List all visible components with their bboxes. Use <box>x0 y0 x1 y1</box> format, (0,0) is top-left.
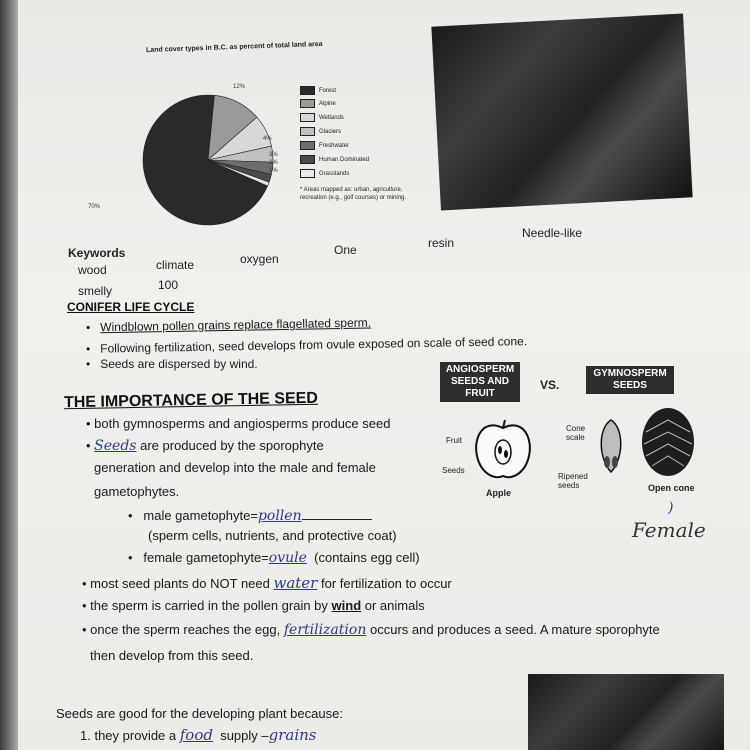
pie-percent-label: 12% <box>233 84 246 90</box>
legend-forest <box>300 86 336 95</box>
fill-ovule: ovule <box>268 550 307 566</box>
conifer-bullet-text: Following fertilization, seed develops from ovule exposed on scale of seed cone. <box>100 334 528 356</box>
vs-label: VS. <box>540 378 560 392</box>
legend-alpine <box>300 99 336 108</box>
legend-human <box>300 155 369 164</box>
cone-scale-label: Cone scale <box>566 424 586 442</box>
female-note: (contains egg cell) <box>314 550 420 565</box>
female-label: female gametophyte= <box>143 550 269 565</box>
bottom-intro: Seeds are good for the developing plant because: <box>56 706 343 721</box>
male-note: (sperm cells, nutrients, and protective coat) <box>148 528 397 543</box>
legend-label: Human Dominated <box>319 156 370 163</box>
pie-chart <box>58 70 288 250</box>
male-label: male gametophyte= <box>143 508 258 523</box>
legend-freshwater <box>300 141 349 150</box>
ripened-seeds-label: Ripened seeds <box>558 472 588 490</box>
apple-icon <box>473 418 533 484</box>
seed-bullet: • the sperm is carried in the pollen grain by wind or animals <box>82 598 425 613</box>
chart-title: Land cover types in B.C. as percent of total land area <box>145 40 323 55</box>
seed-bullet: • both gymnosperms and angiosperms produce seed <box>86 416 391 431</box>
legend-label: Alpine <box>319 100 336 107</box>
open-cone-label: Open cone <box>648 483 695 493</box>
fill-seeds: Seeds <box>94 438 137 454</box>
seed-bullet-line: gametophytes. <box>94 484 180 499</box>
keyword: One <box>334 243 357 257</box>
conifer-bullet: • Following fertilization, seed develops from ovule exposed on scale of seed cone. <box>85 334 528 356</box>
chart-footnote: * Areas mapped as: urban, agriculture, recreation (e.g., golf courses) or mining. <box>300 187 407 201</box>
legend-label: Grasslands <box>319 170 350 177</box>
worksheet-page <box>18 0 750 750</box>
gymnosperm-label: GYMNOSPERM SEEDS <box>586 366 674 394</box>
fill-water: water <box>273 574 318 592</box>
conifer-photo <box>431 14 692 211</box>
conifer-bullet: • Seeds are dispersed by wind. <box>86 357 258 371</box>
seed-bullet-text: once the sperm reaches the egg, <box>90 622 281 637</box>
legend-label: Freshwater <box>319 142 350 149</box>
conifer-bullet-text: Seeds are dispersed by wind. <box>100 357 258 371</box>
seed-bullet: • Seeds are produced by the sporophyte <box>86 438 324 454</box>
keyword: smelly <box>78 284 113 298</box>
seed-bullet-text: most seed plants do NOT need <box>90 576 270 591</box>
angiosperm-label: ANGIOSPERM SEEDS AND FRUIT <box>440 362 520 402</box>
keyword: climate <box>156 258 195 272</box>
bottom-item <box>80 726 317 744</box>
conifer-title: CONIFER LIFE CYCLE <box>67 300 195 314</box>
cone-scale-icon <box>596 418 626 474</box>
handwritten-paren: ) <box>668 500 674 516</box>
seed-bullet-text: are produced by the sporophyte <box>140 438 324 453</box>
legend-glaciers <box>300 127 341 136</box>
keyword: wood <box>78 263 107 277</box>
keyword: Needle-like <box>522 226 583 240</box>
bottom-item-text: supply – <box>220 728 269 743</box>
fill-grains: grains <box>268 726 317 744</box>
fill-fertilization: fertilization <box>283 622 367 638</box>
seeds-label: Seeds <box>442 466 465 475</box>
conifer-bullet-text: Windblown pollen grains replace flagellated sperm. <box>100 315 372 335</box>
bottom-photo <box>528 674 724 750</box>
pie-percent-label: 3% <box>269 152 278 158</box>
conifer-bullet: • Windblown pollen grains replace flagellated sperm. <box>85 315 372 335</box>
pie-percent-label: 4% <box>263 136 272 142</box>
apple-label: Apple <box>486 488 512 498</box>
seed-heading: THE IMPORTANCE OF THE SEED <box>63 389 319 412</box>
pie-percent-label: 70% <box>88 204 101 210</box>
legend-grasslands <box>300 169 349 178</box>
keyword: oxygen <box>240 252 279 266</box>
pie-percent-label: 1% <box>269 168 278 174</box>
seed-bullet-text: both gymnosperms and angiosperms produce seed <box>94 416 391 431</box>
bottom-item-text: 1. they provide a <box>80 728 177 743</box>
keywords-title: Keywords <box>68 246 126 260</box>
female-gametophyte: • female gametophyte=ovule (contains egg cell) <box>128 550 420 566</box>
male-gametophyte: • male gametophyte=pollen <box>128 508 372 524</box>
seed-bullet-text: or animals <box>364 598 425 613</box>
seed-bullet: • once the sperm reaches the egg, fertilization occurs and produces a seed. A mature sporophyte <box>82 622 660 638</box>
fill-food: food <box>179 726 213 744</box>
pie-percent-label: 2% <box>269 160 278 166</box>
handwritten-female: Female <box>632 518 706 542</box>
seed-bullet-text: occurs and produces a seed. A mature sporophyte <box>369 622 660 637</box>
legend-wetlands <box>300 113 344 122</box>
seed-bullet-line: then develop from this seed. <box>90 648 254 663</box>
legend-label: Forest <box>319 87 337 94</box>
legend-label: Glaciers <box>319 128 342 135</box>
fill-pollen: pollen <box>257 508 302 524</box>
legend-label: Wetlands <box>319 114 344 121</box>
seed-bullet-text: the sperm is carried in the pollen grain by <box>90 598 328 613</box>
fruit-label: Fruit <box>446 436 462 445</box>
seed-bullet-line: generation and develop into the male and female <box>94 460 376 475</box>
fill-line <box>302 519 372 520</box>
keyword: resin <box>428 236 455 250</box>
keyword: 100 <box>158 278 179 292</box>
seed-bullet-text: for fertilization to occur <box>320 576 452 591</box>
pine-cone-icon <box>638 402 698 478</box>
wind-bold: wind <box>331 598 362 613</box>
seed-bullet: • most seed plants do NOT need water for fertilization to occur <box>82 574 452 592</box>
